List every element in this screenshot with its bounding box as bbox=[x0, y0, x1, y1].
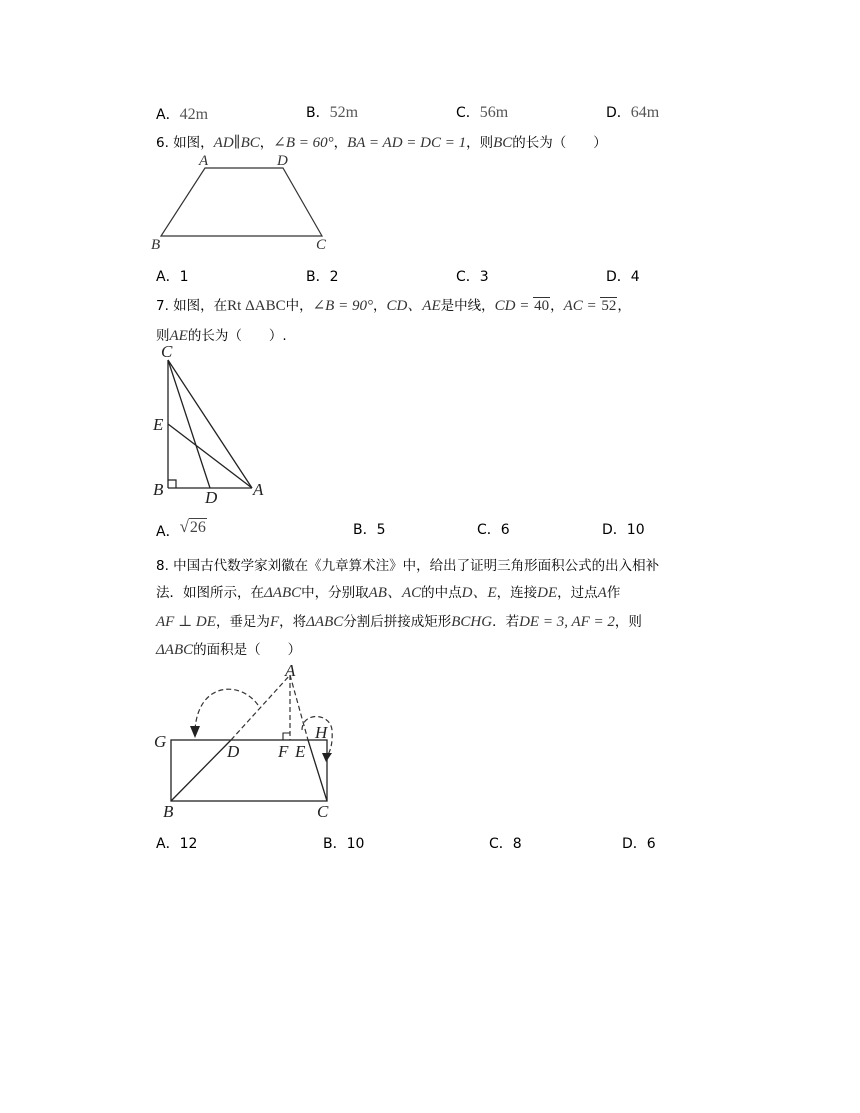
q6-option-b[interactable]: B．2 bbox=[306, 269, 339, 285]
q8-stem-line1: 8. 中国古代数学家刘徽在《九章算术注》中，给出了证明三角形面积公式的出入相补 bbox=[156, 558, 660, 574]
q7-option-c[interactable]: C．6 bbox=[477, 522, 510, 538]
median-ae bbox=[168, 424, 252, 488]
q8-label-b: B bbox=[163, 802, 174, 821]
q5-option-d[interactable]: D．64m bbox=[606, 104, 660, 121]
q8-label-d: D bbox=[227, 742, 240, 761]
q7-label-c: C bbox=[161, 342, 173, 361]
q7-label-d: D bbox=[205, 488, 218, 507]
q8-label-a: A bbox=[285, 661, 296, 680]
q6-trapezoid-figure bbox=[150, 150, 340, 255]
q8-option-d[interactable]: D．6 bbox=[622, 836, 656, 852]
q6-label-c: C bbox=[316, 237, 327, 253]
trapezoid-abcd bbox=[161, 168, 322, 236]
q7-label-e: E bbox=[153, 415, 164, 434]
q6-label-b: B bbox=[151, 237, 161, 253]
q7-option-b[interactable]: B．5 bbox=[353, 522, 386, 538]
q7-option-d[interactable]: D．10 bbox=[602, 522, 645, 538]
q5-option-c[interactable]: C．56m bbox=[456, 104, 509, 121]
q5-option-b[interactable]: B．52m bbox=[306, 104, 359, 121]
q8-stem-line2: 法．如图所示，在ΔABC中，分别取AB、AC的中点D、E，连接DE，过点A作 bbox=[156, 585, 621, 601]
q8-label-h: H bbox=[315, 723, 328, 742]
q8-option-b[interactable]: B．10 bbox=[323, 836, 365, 852]
q6-option-a[interactable]: A．1 bbox=[156, 269, 189, 285]
median-cd bbox=[168, 360, 210, 488]
q7-right-triangle-figure bbox=[150, 340, 275, 505]
q8-stem-line3: AF ⊥ DE，垂足为F，将ΔABC分割后拼接成矩形BCHG．若DE = 3, AF = 2，则 bbox=[156, 614, 642, 630]
q5-option-a[interactable]: A．42m bbox=[156, 106, 209, 123]
right-angle-mark bbox=[168, 480, 176, 488]
q8-label-f: F bbox=[278, 742, 289, 761]
q6-stem: 6. 如图，AD∥BC，∠B = 60°，BA = AD = DC = 1，则BC的长为（ ） bbox=[156, 135, 607, 151]
q8-label-g: G bbox=[154, 732, 167, 751]
q6-label-a: A bbox=[199, 153, 209, 169]
q7-option-a[interactable]: A．√26 bbox=[156, 517, 206, 540]
q6-option-c[interactable]: C．3 bbox=[456, 269, 489, 285]
q7-stem-line2: 则AE的长为（ ）. bbox=[156, 328, 287, 344]
q7-stem-line1: 7. 如图，在Rt ΔABC中，∠B = 90°，CD、AE是中线，CD = 40，AC = 52， bbox=[156, 298, 631, 314]
q8-stem-line4: ΔABC的面积是（ ） bbox=[156, 642, 302, 658]
rotation-arrow-left bbox=[195, 689, 258, 730]
q8-label-c: C bbox=[317, 802, 329, 821]
q6-option-d[interactable]: D．4 bbox=[606, 269, 640, 285]
q8-label-e: E bbox=[295, 742, 306, 761]
q7-label-a: A bbox=[253, 480, 264, 499]
q8-rectangle-figure bbox=[150, 660, 350, 820]
q8-option-c[interactable]: C．8 bbox=[489, 836, 522, 852]
q8-option-a[interactable]: A．12 bbox=[156, 836, 198, 852]
q7-label-b: B bbox=[153, 480, 164, 499]
q6-label-d: D bbox=[277, 153, 288, 169]
